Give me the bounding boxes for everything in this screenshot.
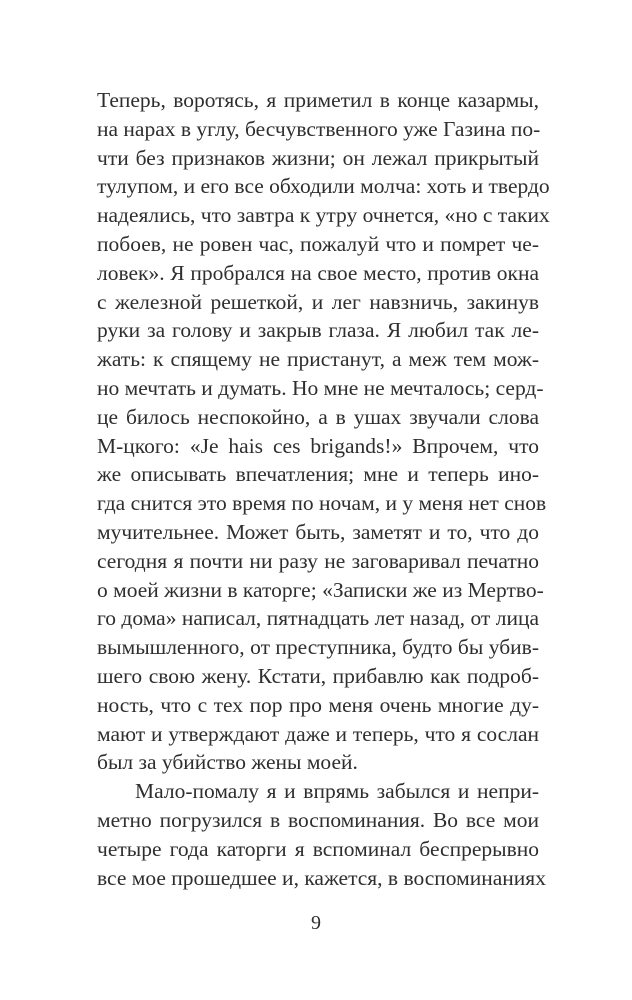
- page-number: 9: [311, 912, 321, 934]
- text-line: метно погрузился в воспоминания. Во все мои: [97, 807, 539, 832]
- text-line: ловек». Я пробрался на свое место, против окна: [97, 260, 539, 285]
- text-line: жать: к спящему не пристанут, а меж тем мож-: [97, 347, 539, 372]
- text-line: же описывать впечатления; мне и теперь ино-: [97, 462, 539, 487]
- text-line: ность, что с тех пор про меня очень многие ду-: [97, 692, 539, 717]
- text-line: шего свою жену. Кстати, прибавлю как подроб-: [97, 663, 539, 688]
- text-line: гда снится это время по ночам, и у меня нет снов: [97, 491, 547, 516]
- text-line: надеялись, что завтра к утру очнется, «но с таких: [97, 203, 550, 228]
- text-line: все мое прошедшее и, кажется, в воспоминаниях: [97, 865, 546, 890]
- text-line: Теперь, воротясь, я приметил в конце казармы,: [97, 88, 539, 112]
- text-line: Мало-помалу я и впрямь забылся и непри-: [135, 779, 539, 804]
- text-line: побоев, не ровен час, пожалуй что и помрет че-: [97, 231, 539, 256]
- text-line: М-цкого: «Je hais ces brigands!» Впрочем, что: [97, 433, 539, 458]
- text-line: вымышленного, от преступника, будто бы убив-: [97, 635, 539, 660]
- text-line: чти без признаков жизни; он лежал прикрытый: [97, 145, 539, 170]
- text-line: тулупом, и его все обходили молча: хоть и твердо: [97, 174, 550, 199]
- text-line: о моей жизни в каторге; «Записки же из Мертво-: [97, 577, 544, 602]
- text-line: го дома» написал, пятнадцать лет назад, от лица: [97, 606, 539, 631]
- text-line: с железной решеткой, и лег навзничь, закинув: [97, 289, 539, 314]
- text-line: сегодня я почти ни разу не заговаривал печатно: [97, 548, 539, 573]
- text-line: мают и утверждают даже и теперь, что я сослан: [97, 721, 539, 746]
- text-line: руки за голову и закрыв глаза. Я любил так ле-: [97, 318, 539, 343]
- text-line: мучительнее. Может быть, заметят и то, что до: [97, 519, 539, 544]
- text-line: четыре года каторги я вспоминал беспрерывно: [97, 836, 539, 861]
- text-line: на нарах в углу, бесчувственного уже Газина по-: [97, 116, 541, 141]
- body-text: [97, 86, 550, 892]
- text-line: был за убийство жены моей.: [97, 750, 358, 775]
- text-line: но мечтать и думать. Но мне не мечталось; серд-: [97, 375, 544, 400]
- text-line: це билось неспокойно, а в ушах звучали слова: [97, 404, 539, 429]
